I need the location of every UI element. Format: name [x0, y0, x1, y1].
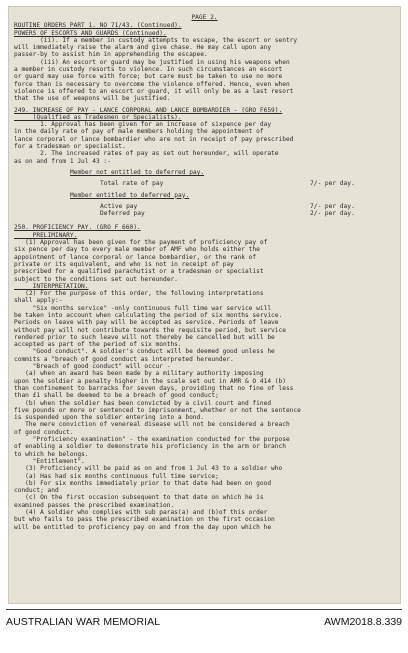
text-line: violence is offered to an escort or guard, it will only be as a last resort [14, 87, 294, 95]
text-line: (ii). If a member in custody attempts to escape, the escort or sentry [14, 36, 298, 44]
text-line: six pence per day to every male member of AMF who holds either the [14, 246, 260, 254]
text-line: or guard may use force with force; but care must be taken to use no more [14, 73, 283, 81]
text-line: force than is necessary to overcome the violence offered. Hence, even when [14, 80, 290, 88]
text-line: subject to the conditions set out hereunder. [14, 275, 178, 283]
text-line: will be entitled to proficiency pay on and from the day upon which he [14, 523, 272, 531]
pay-rate-value: 7/- per day. [310, 202, 355, 210]
text-line: a member in custody resorts to violence. In such circumstances an escort [14, 66, 283, 74]
paragraph-subheading: PRELIMINARY. [14, 231, 78, 239]
document-body [14, 14, 395, 602]
page-header: PAGE 2. [191, 14, 218, 21]
text-line: (2) For the purpose of this order, the following interpretations [14, 290, 264, 298]
text-line: (4) A soldier who complies with sub paras(a) and (b)of this order [14, 509, 268, 516]
text-line: (a) Has had six months continuous full time service; [14, 472, 219, 480]
text-line: "Entitlement". [14, 457, 85, 465]
text-line [14, 538, 395, 545]
text-line: shall apply:- [14, 297, 63, 305]
order-title: ROUTINE ORDERS PART 1. NO 71/43. (Continued). [14, 22, 182, 30]
text-line: than £1 shall be deemed to be a breach of good conduct; [14, 392, 219, 400]
pay-rate-row [14, 210, 395, 217]
pay-rate-label: Active pay [100, 202, 138, 210]
text-line: upon the soldier a penalty higher in the scale set out in AMR & O 414 (b) [14, 377, 286, 385]
pay-rate-label: Deferred pay [100, 210, 145, 218]
text-line: private or its equivalent, and who is not in receipt of pay [14, 260, 234, 268]
text-line: five pounds or more or sentenced to imprisonment, whether or not the sentence [14, 406, 301, 414]
text-line: for a tradesman or specialist. [14, 143, 126, 151]
text-line: is suspended upon the soldier entering into a bond. [14, 414, 204, 422]
pay-rate-row [14, 180, 395, 187]
text-line: will immediately raise the alarm and give chase. He may call upon any [14, 44, 272, 52]
text-line: commits a "breach of good conduct as interpreted hereunder. [14, 355, 234, 363]
text-line: "Proficiency examination" - the examination conducted for the purpose [14, 436, 290, 444]
text-line: prescribed for a qualified parachutist or a tradesman or specialist [14, 268, 264, 276]
paragraph-heading-249: 249. INCREASE OF PAY - LANCE CORPORAL AND LANCE BOMBARDIER - (GRO F659). [14, 106, 283, 114]
text-line: rendered prior to such leave will not thereby be cancelled but will be [14, 333, 275, 341]
pay-group-heading: Member not entitled to deferred pay. [70, 168, 205, 176]
pay-group-heading: Member entitled to deferred pay. [70, 191, 190, 199]
text-line: but who fails to pass the prescribed examination on the first occasion [14, 516, 275, 524]
text-line: (a) when an award has been made by a military authority imposing [14, 370, 264, 378]
text-line: that the use of weapons will be justified. [14, 95, 171, 103]
text-line: "Six months service" -only continuous full time war service will [14, 304, 272, 312]
text-line: in the daily rate of pay of male members holding the appointment of [14, 128, 264, 136]
text-line: appointment of lance corporal or lance bombardier, or the rank of [14, 253, 257, 261]
archive-footer [0, 606, 408, 653]
paragraph-subheading: INTERPRETATION. [14, 282, 89, 290]
text-line: of enabling a soldier to demonstrate his proficiency in the arm or branch [14, 443, 286, 451]
text-line: of good conduct. [14, 428, 74, 436]
text-line: (b) For six months immediately prior to that date had been on good [14, 479, 272, 487]
text-line: 1. Approval has been given for an increase of sixpence per day [14, 121, 272, 129]
paragraph-subheading: (Qualified as Tradesmen or Specialists). [14, 113, 182, 121]
text-line: "Breach of good conduct" will occur - [14, 363, 171, 371]
text-line: Periods on leave with pay will be accepted as service. Periods of leave [14, 319, 279, 327]
pay-rate-value: 7/- per day. [310, 180, 355, 188]
pay-rate-label: Total rate of pay [100, 180, 164, 188]
text-line: (iii) An escort or guard may be justified in using his weapons when [14, 58, 290, 66]
text-line [14, 531, 395, 538]
footer-divider [6, 609, 402, 610]
text-line: as on and from 1 Jul 43 :- [14, 157, 111, 165]
text-line: (c) On the first occasion subsequent to that date on which he is [14, 494, 264, 502]
text-line: to which he belongs. [14, 450, 89, 458]
text-line: passer-by to assist him in apprehending the escapee. [14, 51, 208, 59]
text-line: examined passes the prescribed examination. [14, 501, 175, 509]
pay-rate-value: 2/- per day. [310, 210, 355, 218]
text-line: The mere conviction of venereal disease will not be considered a breach [14, 421, 290, 429]
text-line: be taken into account when calculating the period of six months service. [14, 311, 283, 319]
paragraph-heading-250: 250. PROFICIENCY PAY. (GRO F 660). [14, 224, 141, 232]
text-line: without pay will not contribute towards the requisite period, but service [14, 326, 286, 334]
text-line: (3) Proficiency will be paid as on and from 1 Jul 43 to a soldier who [14, 465, 283, 473]
text-line: "Good conduct". A soldier's conduct will be deemed good unless he [14, 348, 275, 356]
text-line: (b) when the soldier has been convicted by a civil court and fined [14, 399, 272, 407]
archive-reference: AWM2018.8.339 [324, 616, 402, 628]
text-line: conduct; and [14, 487, 59, 495]
archive-organization: AUSTRALIAN WAR MEMORIAL [6, 616, 161, 628]
text-line: lance corporal or lance bombardier who are not in receipt of pay prescribed [14, 135, 294, 143]
text-line: (1) Approval has been given for the payment of proficiency pay of [14, 239, 268, 247]
text-line: accepted as part of the period of six months. [14, 341, 182, 349]
text-line: 2. The increased rates of pay as set out hereunder, will operate [14, 150, 279, 158]
text-line: than confinement to barracks for seven days, providing that no fine of less [14, 384, 294, 392]
document-sheet [8, 6, 401, 604]
pay-rate-row [14, 203, 395, 210]
section-title: POWERS OF ESCORTS AND GUARDS (Continued). [14, 29, 167, 37]
